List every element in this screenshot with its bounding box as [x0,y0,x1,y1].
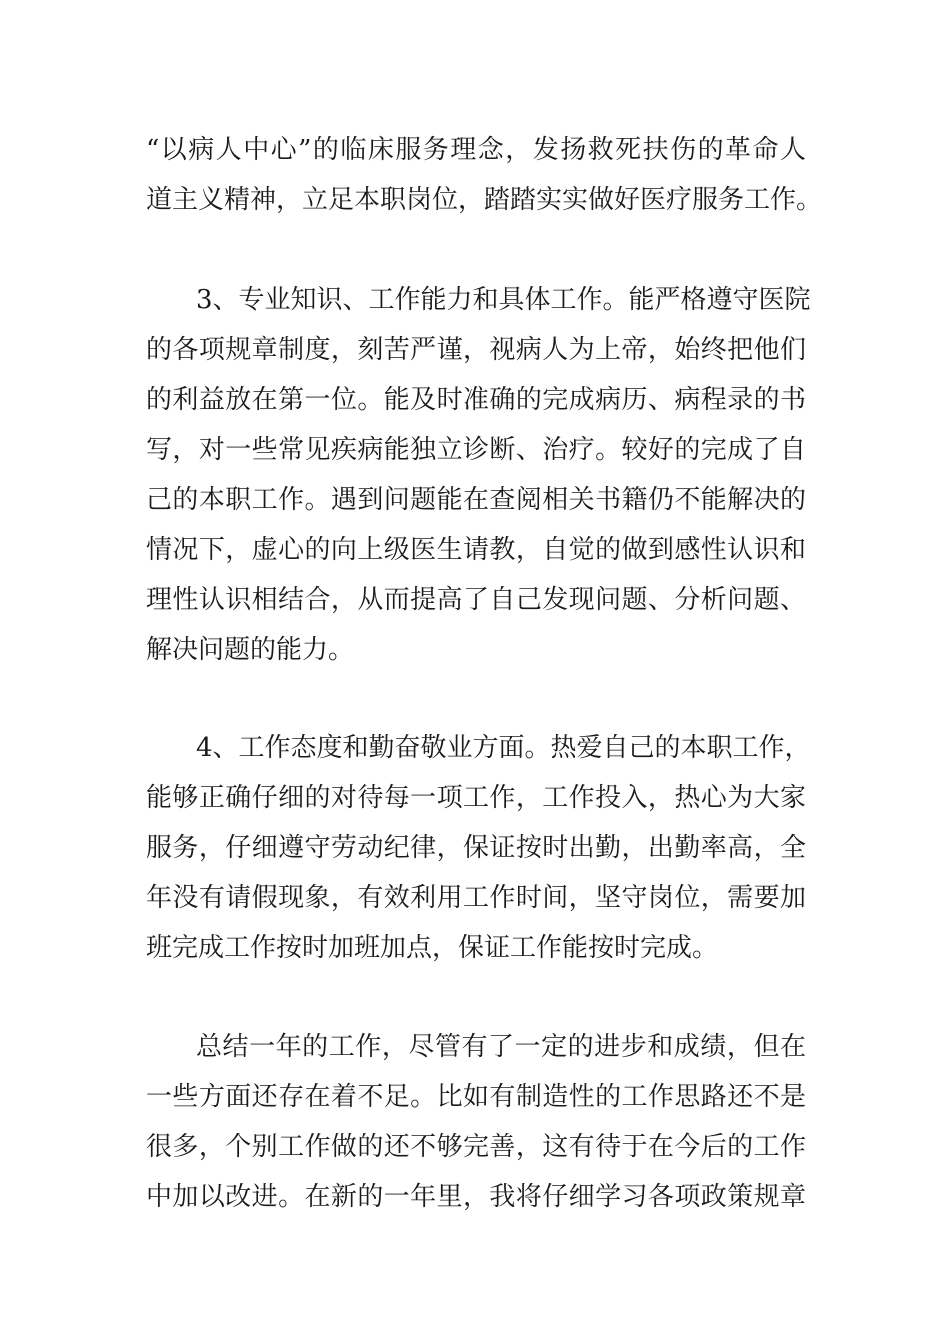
text-line: 能够正确仔细的对待每一项工作，工作投入，热心为大家 [146,783,806,813]
text-line: 中加以改进。在新的一年里，我将仔细学习各项政策规章 [146,1182,806,1212]
text-line: 理性认识相结合，从而提高了自己发现问题、分析问题、 [146,585,806,615]
text-line: 己的本职工作。遇到问题能在查阅相关书籍仍不能解决的 [146,485,806,515]
text-line: 3、专业知识、工作能力和具体工作。能严格遵守医院 [196,285,811,315]
text-line: 4、工作态度和勤奋敬业方面。热爱自己的本职工作， [196,733,811,763]
text-line: 年没有请假现象，有效利用工作时间，坚守岗位，需要加 [146,883,806,913]
text-line: 班完成工作按时加班加点，保证工作能按时完成。 [146,933,719,963]
text-line: 道主义精神，立足本职岗位，踏踏实实做好医疗服务工作。 [146,185,823,215]
text-line: 一些方面还存在着不足。比如有制造性的工作思路还不是 [146,1082,806,1112]
text-line: “以病人中心”的临床服务理念，发扬救死扶伤的革命人 [146,135,806,165]
text-line: 的利益放在第一位。能及时准确的完成病历、病程录的书 [146,385,806,415]
text-line: 服务，仔细遵守劳动纪律，保证按时出勤，出勤率高，全 [146,833,806,863]
text-line: 解决问题的能力。 [146,635,355,665]
text-line: 情况下，虚心的向上级医生请教，自觉的做到感性认识和 [146,535,806,565]
text-line: 总结一年的工作，尽管有了一定的进步和成绩，但在 [196,1032,806,1062]
text-line: 写，对一些常见疾病能独立诊断、治疗。较好的完成了自 [146,435,806,465]
text-line: 很多，个别工作做的还不够完善，这有待于在今后的工作 [146,1132,806,1162]
text-line: 的各项规章制度，刻苦严谨，视病人为上帝，始终把他们 [146,335,806,365]
